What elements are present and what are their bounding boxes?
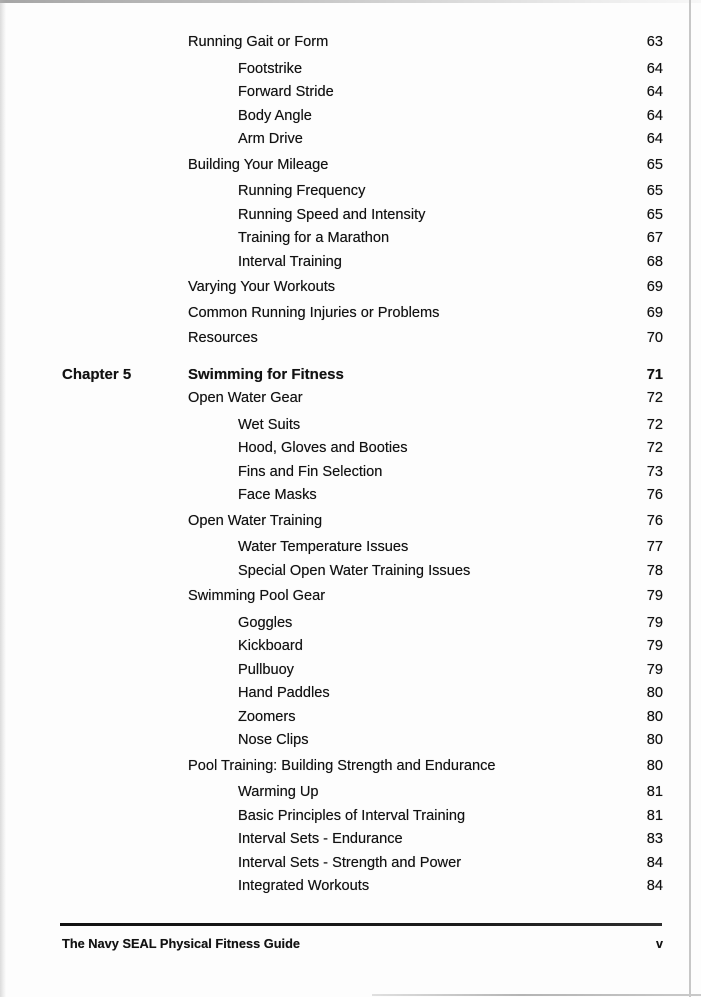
toc-entry-page: 69 <box>646 304 663 321</box>
footer-page-number: v <box>656 937 663 951</box>
toc-entry <box>0 536 701 560</box>
toc-entry-page: 72 <box>646 416 663 433</box>
toc-entry <box>0 81 701 105</box>
toc-entry-title: Common Running Injuries or Problems <box>188 304 440 321</box>
toc-entry-page: 79 <box>646 614 663 631</box>
toc-entry <box>0 437 701 461</box>
toc-entry-page: 73 <box>646 463 663 480</box>
toc-entry <box>0 706 701 730</box>
toc-entry <box>0 180 701 204</box>
toc-entry <box>0 58 701 82</box>
toc-entry-page: 64 <box>646 84 663 100</box>
toc-entry-page: 68 <box>646 253 663 270</box>
toc-entry-page: 78 <box>646 562 663 579</box>
toc-entry <box>0 635 701 659</box>
toc-entry-title: Nose Clips <box>238 732 309 748</box>
toc-entry <box>0 204 701 228</box>
toc-entry <box>0 828 701 852</box>
toc-entry-title: Hand Paddles <box>238 685 330 701</box>
toc-entry-page: 80 <box>646 757 663 774</box>
toc-entry-page: 80 <box>646 708 663 725</box>
toc-entry <box>0 729 701 753</box>
toc-entry <box>0 659 701 683</box>
toc-entry-title: Integrated Workouts <box>238 878 370 894</box>
toc-entry-title: Swimming Pool Gear <box>188 588 326 604</box>
toc-entry-page: 64 <box>646 107 663 124</box>
toc-entry-page: 71 <box>646 366 663 383</box>
toc-entry-title: Face Masks <box>238 487 317 503</box>
toc-entry <box>0 682 701 706</box>
toc-entry-page: 77 <box>646 539 663 555</box>
toc-entry-title: Arm Drive <box>238 131 303 147</box>
toc-entry-title: Footstrike <box>238 60 303 77</box>
scan-edge-top <box>0 0 701 3</box>
toc-entry-title: Hood, Gloves and Booties <box>238 440 408 456</box>
toc-entry-title: Special Open Water Training Issues <box>238 562 471 579</box>
toc-entry-title: Basic Principles of Interval Training <box>238 807 466 824</box>
toc-entry-title: Fins and Fin Selection <box>238 463 383 480</box>
toc-entry-page: 84 <box>646 878 663 894</box>
toc-entry-page: 65 <box>646 156 663 173</box>
toc-entry-page: 76 <box>646 512 663 529</box>
toc-entry-title: Water Temperature Issues <box>238 539 409 555</box>
toc-entry <box>0 31 701 55</box>
toc-entry-page: 63 <box>646 34 663 50</box>
toc-entry <box>0 755 701 779</box>
toc-entry-title: Swimming for Fitness <box>188 365 344 383</box>
toc-entry <box>0 414 701 438</box>
toc-entry-page: 84 <box>646 854 663 871</box>
toc-entry <box>0 560 701 584</box>
toc-entry <box>0 327 701 351</box>
toc-entry <box>0 387 701 411</box>
toc-entry <box>0 510 701 534</box>
toc-entry-title: Zoomers <box>238 708 296 725</box>
toc-entry <box>0 128 701 152</box>
toc-entry <box>0 105 701 129</box>
toc-entry-title: Warming Up <box>238 784 319 800</box>
toc-entry-page: 79 <box>646 638 663 654</box>
toc-entry-page: 67 <box>646 230 663 246</box>
toc-entry <box>0 875 701 899</box>
toc-entry-page: 65 <box>646 206 663 223</box>
toc-entry-page: 80 <box>646 685 663 701</box>
toc-entry <box>0 585 701 609</box>
toc-entry <box>0 781 701 805</box>
toc-entry <box>0 302 701 326</box>
toc-entry-title: Varying Your Workouts <box>188 279 336 295</box>
toc-entry-title: Interval Sets - Endurance <box>238 831 403 847</box>
toc-entry-title: Pullbuoy <box>238 661 294 678</box>
toc-entry-page: 69 <box>646 279 663 295</box>
toc-entry-title: Running Frequency <box>238 183 366 199</box>
toc-entry-page: 79 <box>646 661 663 678</box>
toc-entry-title: Running Gait or Form <box>188 34 329 50</box>
toc-entry-title: Open Water Training <box>188 512 323 529</box>
toc-entry-page: 80 <box>646 732 663 748</box>
toc-entry-page: 83 <box>646 831 663 847</box>
toc-entry <box>0 461 701 485</box>
toc-entry-page: 76 <box>646 487 663 503</box>
toc-entry-page: 79 <box>646 588 663 604</box>
footer <box>62 936 663 951</box>
toc-entry-title: Resources <box>188 330 258 346</box>
toc-entry-title: Pool Training: Building Strength and Endurance <box>188 757 496 774</box>
toc-entry <box>0 805 701 829</box>
toc-entry-title: Interval Training <box>238 253 342 270</box>
chapter-label: Chapter 5 <box>62 365 132 383</box>
toc-entry <box>0 154 701 178</box>
toc-entry <box>0 612 701 636</box>
toc-entry-page: 70 <box>646 330 663 346</box>
toc-entry-title: Goggles <box>238 614 293 631</box>
toc-entry-title: Open Water Gear <box>188 390 303 406</box>
toc-entry-page: 81 <box>646 807 663 824</box>
toc-entry-title: Training for a Marathon <box>238 230 390 246</box>
toc-entry <box>0 276 701 300</box>
toc-entry-title: Running Speed and Intensity <box>238 206 426 223</box>
toc-entry-title: Forward Stride <box>238 84 334 100</box>
toc-entry-page: 64 <box>646 131 663 147</box>
toc-entry <box>0 484 701 508</box>
toc-entry-page: 72 <box>646 440 663 456</box>
toc-entry-title: Wet Suits <box>238 416 301 433</box>
footer-book-title: The Navy SEAL Physical Fitness Guide <box>62 936 301 951</box>
toc <box>0 31 701 899</box>
toc-entry <box>0 227 701 251</box>
toc-entry-page: 65 <box>646 183 663 199</box>
footer-divider <box>60 923 662 926</box>
toc-entry-title: Kickboard <box>238 638 303 654</box>
toc-entry-page: 81 <box>646 784 663 800</box>
toc-entry <box>0 251 701 275</box>
toc-entry-page: 64 <box>646 60 663 77</box>
toc-entry-page: 72 <box>646 390 663 406</box>
toc-entry <box>0 363 701 387</box>
toc-entry-title: Body Angle <box>238 107 312 124</box>
toc-entry-title: Building Your Mileage <box>188 156 329 173</box>
scan-edge-bottom <box>372 994 701 996</box>
toc-entry <box>0 852 701 876</box>
toc-entry-title: Interval Sets - Strength and Power <box>238 854 462 871</box>
